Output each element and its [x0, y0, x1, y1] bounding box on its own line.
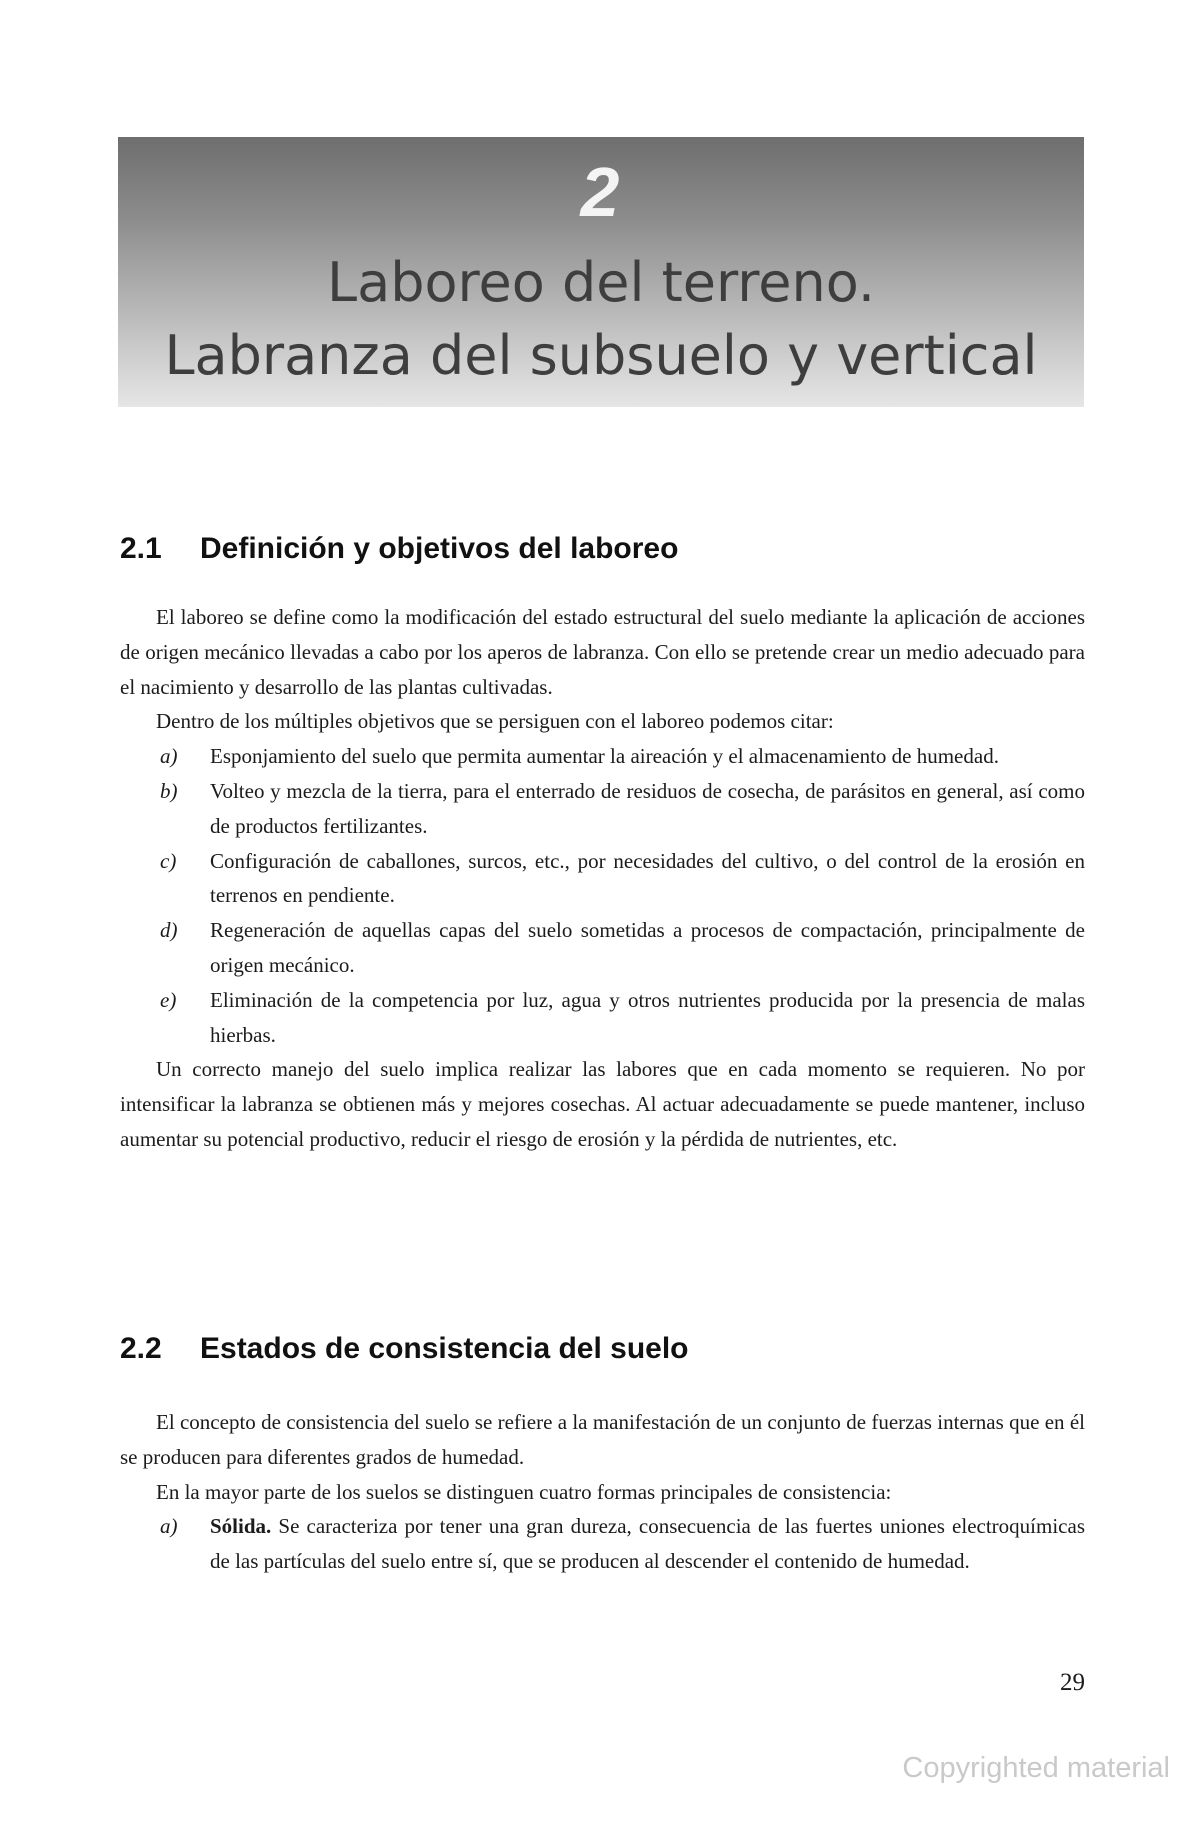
copyright-watermark: Copyrighted material — [902, 1752, 1170, 1784]
list-item — [120, 774, 1085, 844]
paragraph: En la mayor parte de los suelos se distinguen cuatro formas principales de consistencia: — [156, 1479, 892, 1504]
paragraph: El concepto de consistencia del suelo se refiere a la manifestación de un conjunto de fuerzas internas que en él se producen para diferentes grados de humedad. — [120, 1410, 1085, 1469]
paragraph: Dentro de los múltiples objetivos que se persiguen con el laboreo podemos citar: — [156, 709, 834, 734]
section-number: 2.2 — [120, 1332, 162, 1365]
list-item — [120, 739, 1085, 774]
list-item-text: Regeneración de aquellas capas del suelo sometidas a procesos de compactación, principalmente de origen mecánico. — [210, 918, 1085, 977]
list-item — [120, 844, 1085, 914]
section-2-2-body — [120, 1405, 1085, 1579]
page-number: 29 — [1060, 1669, 1085, 1696]
section-number: 2.1 — [120, 532, 162, 565]
section-title: Estados de consistencia del suelo — [200, 1332, 689, 1365]
list-item — [120, 983, 1085, 1053]
list-item-term: Sólida. — [210, 1514, 272, 1539]
paragraph: El laboreo se define como la modificación del estado estructural del suelo mediante la aplicación de acciones de origen mecánico llevadas a cabo por los aperos de labranza. Con ello se pretende crear un medio adecuado para el nacimiento y desarrollo de las plantas cultivadas. — [120, 605, 1085, 699]
section-title: Definición y objetivos del laboreo — [200, 532, 679, 565]
list-item-text: Esponjamiento del suelo que permita aumentar la aireación y el almacenamiento de humedad. — [210, 744, 999, 769]
paragraph: Un correcto manejo del suelo implica realizar las labores que en cada momento se requieren. No por intensificar la labranza se obtienen más y mejores cosechas. Al actuar adecuadamente se puede mantener, incluso aumentar su potencial productivo, reducir el riesgo de erosión y la pérdida de nutrientes, etc. — [120, 1057, 1085, 1151]
section-2-1-body — [120, 600, 1085, 1157]
chapter-number: 2 — [580, 153, 620, 231]
list-item-text: Eliminación de la competencia por luz, agua y otros nutrientes producida por la presencia de malas hierbas. — [210, 987, 1085, 1047]
chapter-title-line-1: Laboreo del terreno. — [327, 251, 875, 314]
list-marker: a) — [160, 744, 178, 769]
list-item-text: Configuración de caballones, surcos, etc., por necesidades del cultivo, o del control de la erosión en terrenos en pendiente. — [210, 848, 1085, 908]
list-marker: e) — [160, 987, 177, 1012]
list-item — [120, 913, 1085, 983]
section-heading-2-2 — [120, 1330, 1080, 1368]
list-item — [120, 1509, 1085, 1579]
list-marker: d) — [160, 918, 178, 943]
chapter-title-line-2: Labranza del subsuelo y vertical — [164, 324, 1038, 387]
list-marker: b) — [160, 778, 178, 803]
list-marker: a) — [160, 1514, 178, 1539]
list-item-text: Se caracteriza por tener una gran dureza, consecuencia de las fuertes uniones electroquímicas de las partículas del suelo entre sí, que se producen al descender el contenido de humedad. — [210, 1514, 1085, 1574]
list-item-text: Volteo y mezcla de la tierra, para el enterrado de residuos de cosecha, de parásitos en general, así como de productos fertilizantes. — [210, 778, 1085, 838]
section-heading-2-1 — [120, 530, 1080, 568]
list-marker: c) — [160, 848, 177, 873]
